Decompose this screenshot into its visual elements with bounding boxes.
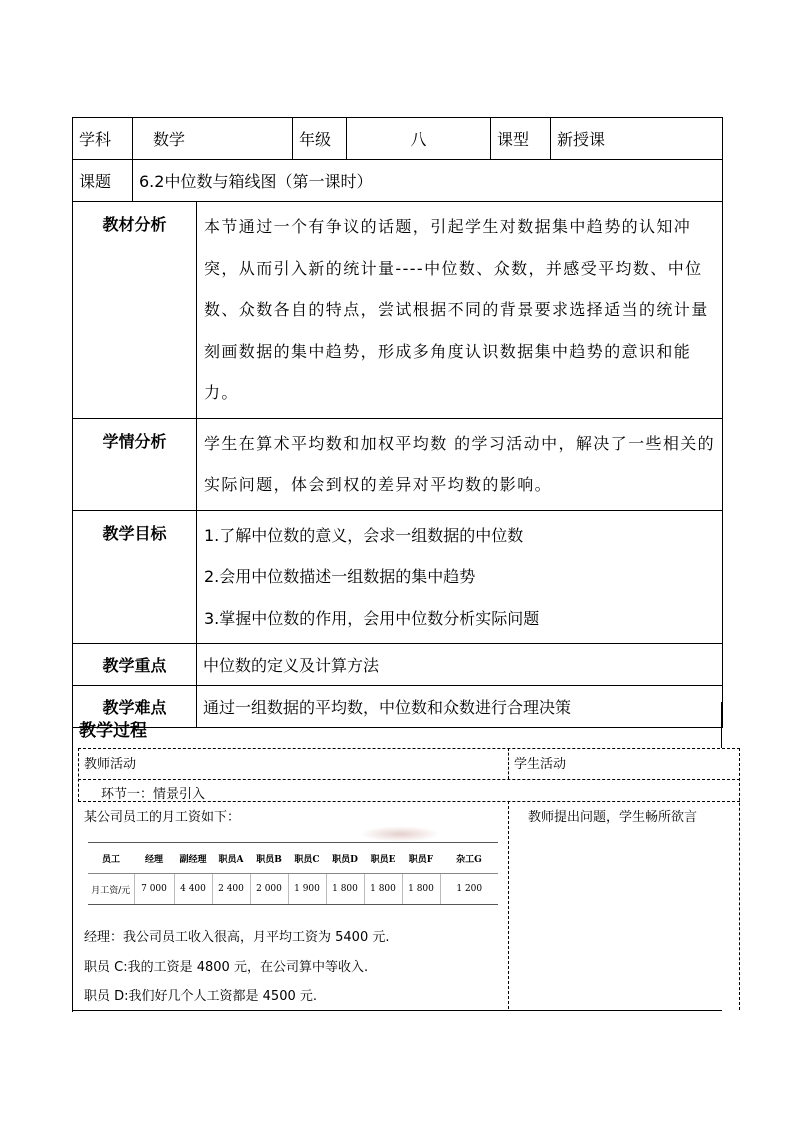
objective-item: 1.了解中位数的意义，会求一组数据的中位数 — [204, 525, 524, 545]
student-activity-header: 学生活动 — [514, 757, 567, 772]
section-row — [73, 418, 723, 510]
wage-value-row — [88, 874, 498, 905]
dashed-line — [78, 748, 79, 802]
wage-value-cell: 2 000 — [250, 874, 288, 905]
subject-label: 学科 — [73, 118, 133, 160]
wage-value-cell: 1 800 — [402, 874, 440, 905]
process-border-left — [72, 702, 73, 1012]
wage-header-cell: 职员F — [402, 843, 440, 874]
wage-value-cell: 7 000 — [134, 874, 174, 905]
textbook-analysis-label: 教材分析 — [73, 202, 197, 419]
wage-header-row — [88, 843, 498, 874]
wage-header-cell: 职员B — [250, 843, 288, 874]
section-row — [73, 202, 723, 419]
key-point-label: 教学重点 — [73, 644, 197, 686]
subject-value: 数学 — [133, 118, 293, 160]
wage-row-label: 月工资/元 — [88, 874, 134, 905]
process-border-bottom — [72, 1010, 722, 1011]
difficulty-label: 教学难点 — [73, 686, 197, 728]
wage-value-cell: 2 400 — [212, 874, 250, 905]
statement-clerk-c: 职员 C:我的工资是 4800 元，在公司算中等收入. — [84, 960, 369, 975]
topic-label: 课题 — [73, 160, 133, 202]
lesson-plan-table — [72, 117, 723, 728]
statement-clerk-d: 职员 D:我们好几个人工资都是 4500 元. — [84, 989, 318, 1004]
student-analysis-label: 学情分析 — [73, 418, 197, 510]
objectives-row — [73, 510, 723, 644]
key-point-row — [73, 644, 723, 686]
intro-text: 某公司员工的月工资如下： — [84, 810, 241, 825]
difficulty-row — [73, 686, 723, 728]
wage-value-cell: 1 900 — [288, 874, 326, 905]
wage-header-cell: 职员E — [364, 843, 402, 874]
dashed-line — [78, 779, 740, 780]
wage-header-cell: 员工 — [88, 843, 134, 874]
wage-table — [88, 842, 498, 905]
wage-value-cell: 4 400 — [174, 874, 212, 905]
dashed-line — [508, 748, 509, 779]
teacher-activity-header: 教师活动 — [84, 757, 137, 772]
process-border-right — [721, 702, 722, 748]
lesson-type-value: 新授课 — [551, 118, 723, 160]
dashed-line — [508, 801, 509, 1009]
grade-label: 年级 — [293, 118, 347, 160]
header-row — [73, 118, 723, 160]
wage-header-cell: 杂工G — [440, 843, 498, 874]
wage-header-cell: 职员D — [326, 843, 364, 874]
grade-value: 八 — [347, 118, 491, 160]
dashed-line — [739, 748, 740, 1010]
difficulty-text: 通过一组数据的平均数，中位数和众数进行合理决策 — [197, 686, 723, 728]
lesson-type-label: 课型 — [491, 118, 551, 160]
stage-title: 环节一：情景引入 — [101, 787, 206, 802]
wage-header-cell: 经理 — [134, 843, 174, 874]
objective-item: 2.会用中位数描述一组数据的集中趋势 — [204, 567, 476, 586]
process-title: 教学过程 — [79, 721, 147, 741]
objectives-list — [197, 510, 723, 644]
wage-value-cell: 1 800 — [326, 874, 364, 905]
wage-header-cell: 职员C — [288, 843, 326, 874]
student-analysis-text: 学生在算术平均数和加权平均数 的学习活动中，解决了一些相关的实际问题，体会到权的差异对平均数的影响。 — [197, 418, 723, 510]
topic-row — [73, 160, 723, 202]
image-artifact — [360, 826, 440, 842]
topic-value: 6.2中位数与箱线图（第一课时） — [133, 160, 723, 202]
student-note: 教师提出问题，学生畅所欲言 — [528, 810, 698, 825]
key-point-text: 中位数的定义及计算方法 — [197, 644, 723, 686]
objective-item: 3.掌握中位数的作用，会用中位数分析实际问题 — [204, 608, 540, 628]
wage-value-cell: 1 800 — [364, 874, 402, 905]
wage-header-cell: 职员A — [212, 843, 250, 874]
objectives-label: 教学目标 — [73, 510, 197, 644]
wage-value-cell: 1 200 — [440, 874, 498, 905]
textbook-analysis-text: 本节通过一个有争议的话题，引起学生对数据集中趋势的认知冲突，从而引入新的统计量----中位数、众数，并感受平均数、中位数、众数各自的特点，尝试根据不同的背景要求选择适当的统计量刻画数据的集中趋势，形成多角度认识数据集中趋势的意识和能力。 — [197, 202, 723, 419]
statement-manager: 经理：我公司员工收入很高，月平均工资为 5400 元. — [84, 930, 390, 945]
wage-header-cell: 副经理 — [174, 843, 212, 874]
dashed-line — [78, 748, 740, 749]
